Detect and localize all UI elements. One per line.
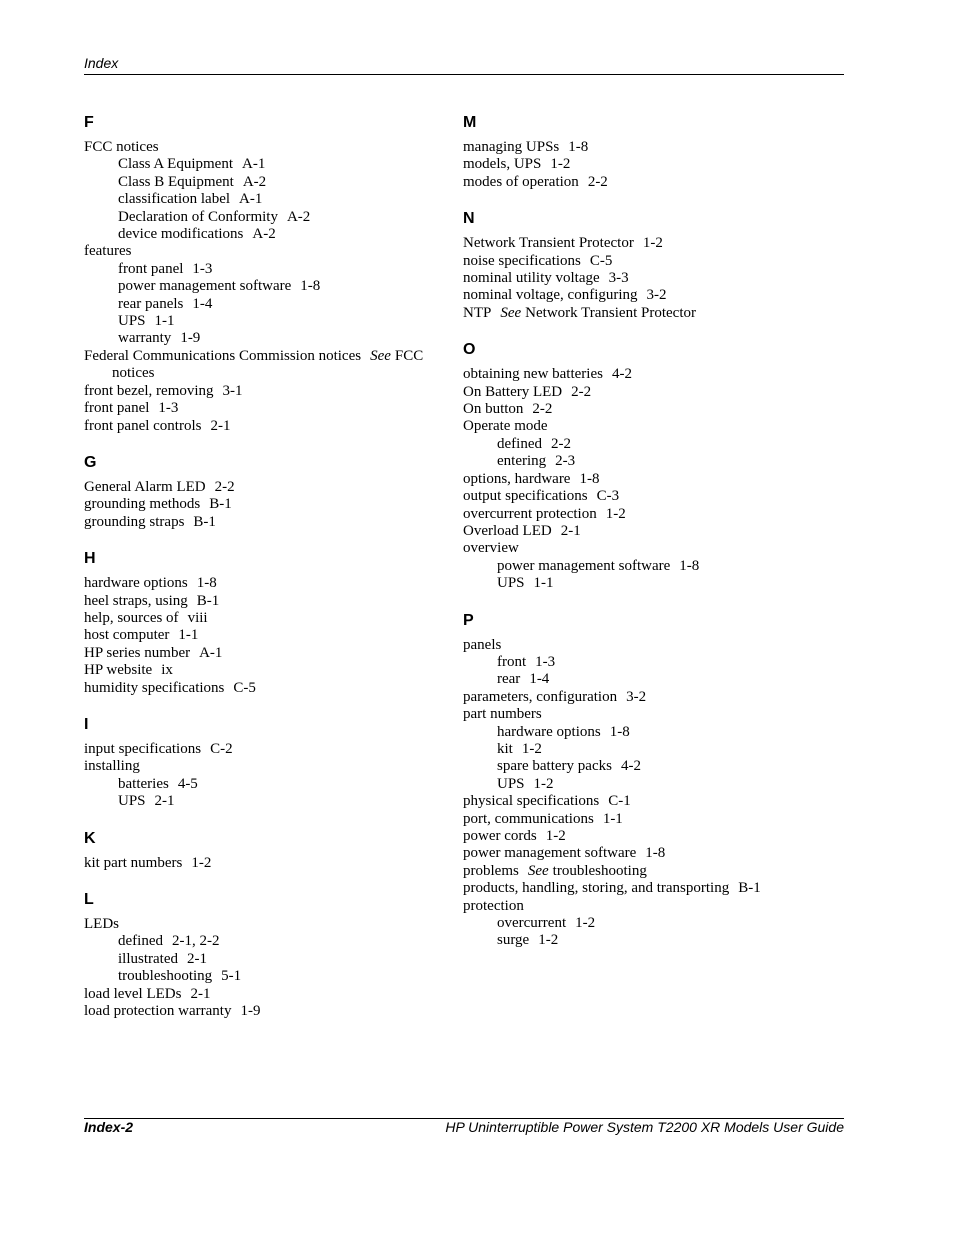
index-entry <box>463 637 843 654</box>
index-subentry <box>463 453 843 470</box>
entry-pages: 1-3 <box>158 400 179 417</box>
index-subentry <box>84 278 424 295</box>
index-entry <box>84 680 424 697</box>
entry-pages: viii <box>187 609 208 626</box>
entry-term: UPS <box>118 793 146 810</box>
index-subentry <box>84 261 424 278</box>
entry-term: part numbers <box>463 706 542 723</box>
entry-term: troubleshooting <box>118 968 213 985</box>
entry-term: HP website <box>84 662 153 679</box>
index-entry <box>84 916 424 933</box>
index-subentry <box>463 776 843 793</box>
entry-term: warranty <box>118 330 172 347</box>
index-subentry <box>84 951 424 968</box>
entry-pages: 1-1 <box>602 810 623 827</box>
index-subentry <box>84 209 424 226</box>
entry-pages: 2-2 <box>214 478 235 495</box>
entry-pages: 1-1 <box>533 575 554 592</box>
index-section-p <box>463 610 843 950</box>
entry-term: batteries <box>118 775 169 792</box>
index-entry <box>463 305 843 322</box>
entry-term: On Battery LED <box>463 383 563 400</box>
entry-term: NTP <box>463 304 492 321</box>
entry-pages: 5-1 <box>221 968 242 985</box>
index-subentry <box>463 671 843 688</box>
index-entry <box>463 689 843 706</box>
index-entry <box>84 418 424 435</box>
entry-term: load level LEDs <box>84 985 182 1002</box>
entry-pages: 2-1 <box>560 522 581 539</box>
entry-pages: A-2 <box>242 173 267 190</box>
entry-pages: 3-2 <box>646 287 667 304</box>
entry-pages: 1-2 <box>642 235 663 252</box>
entry-term: physical specifications <box>463 793 600 810</box>
entry-term: grounding methods <box>84 496 201 513</box>
entry-pages: A-1 <box>199 644 223 661</box>
entry-term: features <box>84 243 132 260</box>
index-subentry <box>84 191 424 208</box>
entry-pages: 1-2 <box>605 505 626 522</box>
index-subentry <box>84 296 424 313</box>
index-entry <box>463 706 843 723</box>
index-entry <box>84 758 424 775</box>
index-subentry <box>463 932 843 949</box>
index-entry <box>84 348 424 383</box>
entry-pages: 1-8 <box>579 470 600 487</box>
running-header: Index <box>84 55 119 71</box>
section-letter: I <box>84 715 89 733</box>
entry-term: Class B Equipment <box>118 173 234 190</box>
index-section-h <box>84 548 424 697</box>
entry-pages: B-1 <box>193 513 216 530</box>
entry-term: panels <box>463 636 502 653</box>
entry-term: illustrated <box>118 950 178 967</box>
entry-term: load protection warranty <box>84 1003 232 1020</box>
entry-pages: 2-2 <box>571 383 592 400</box>
index-entry <box>84 662 424 679</box>
index-entry <box>84 1003 424 1020</box>
index-entry <box>463 270 843 287</box>
entry-term: parameters, configuration <box>463 688 618 705</box>
index-entry <box>463 863 843 880</box>
index-entry <box>463 488 843 505</box>
entry-term: options, hardware <box>463 470 571 487</box>
entry-term: Network Transient Protector <box>463 235 634 252</box>
entry-pages: 3-1 <box>222 382 243 399</box>
section-letter: O <box>463 341 476 359</box>
index-entry <box>463 174 843 191</box>
index-entry <box>84 575 424 592</box>
index-entry <box>463 156 843 173</box>
entry-pages: A-1 <box>242 156 266 173</box>
index-section-f <box>84 112 424 435</box>
entry-pages: 1-4 <box>192 295 213 312</box>
index-section-o <box>463 339 843 592</box>
see-reference: troubleshooting <box>552 862 647 879</box>
entry-term: noise specifications <box>463 252 581 269</box>
entry-term: rear <box>497 671 521 688</box>
entry-term: overview <box>463 540 519 557</box>
index-subentry <box>463 558 843 575</box>
index-entry <box>463 506 843 523</box>
index-entry <box>84 855 424 872</box>
entry-pages: 3-2 <box>626 688 647 705</box>
entry-pages: A-1 <box>239 191 263 208</box>
entry-pages: B-1 <box>209 496 232 513</box>
index-subentry <box>463 575 843 592</box>
header-rule <box>84 74 844 75</box>
entry-pages: 1-2 <box>545 828 566 844</box>
index-subentry <box>463 436 843 453</box>
entry-pages: 2-2 <box>550 435 571 452</box>
index-entry <box>84 986 424 1003</box>
index-entry <box>84 645 424 662</box>
index-subentry <box>84 776 424 793</box>
entry-term: overcurrent <box>497 915 567 932</box>
entry-term: Class A Equipment <box>118 156 234 173</box>
entry-term: kit <box>497 740 513 757</box>
entry-term: Declaration of Conformity <box>118 208 278 225</box>
entry-pages: 2-2 <box>532 401 553 418</box>
entry-term: Operate mode <box>463 418 548 435</box>
index-section-l <box>84 889 424 1020</box>
entry-term: On button <box>463 401 524 418</box>
entry-pages: 4-5 <box>177 775 198 792</box>
index-section-m <box>463 112 843 191</box>
entry-pages: 1-8 <box>196 575 217 592</box>
index-entry <box>84 593 424 610</box>
entry-term: HP series number <box>84 644 191 661</box>
entry-term: classification label <box>118 191 231 208</box>
index-subentry <box>84 330 424 347</box>
entry-term: grounding straps <box>84 513 185 530</box>
index-entry <box>84 514 424 531</box>
entry-pages: 1-2 <box>575 915 596 932</box>
entry-pages: C-5 <box>589 252 613 269</box>
entry-pages: 1-2 <box>533 775 554 792</box>
entry-pages: 2-1 <box>190 985 211 1002</box>
entry-pages: 4-2 <box>620 758 641 775</box>
entry-term: heel straps, using <box>84 592 188 609</box>
entry-term: UPS <box>497 775 525 792</box>
index-subentry <box>84 933 424 950</box>
entry-term: UPS <box>497 575 525 592</box>
section-letter: H <box>84 550 96 568</box>
index-subentry <box>84 968 424 985</box>
index-subentry <box>463 915 843 932</box>
index-entry <box>463 828 843 845</box>
index-entry <box>463 898 843 915</box>
entry-term: power management software <box>118 278 292 295</box>
entry-pages: 1-2 <box>538 932 559 949</box>
entry-term: front bezel, removing <box>84 382 214 399</box>
entry-term: front panel controls <box>84 417 202 434</box>
index-entry <box>463 880 843 897</box>
index-subentry <box>84 226 424 243</box>
entry-pages: 1-8 <box>609 723 630 740</box>
entry-term: humidity specifications <box>84 679 225 696</box>
index-column-left <box>84 112 424 1037</box>
entry-pages: 1-8 <box>300 278 321 295</box>
entry-term: nominal voltage, configuring <box>463 287 638 304</box>
entry-pages: 1-1 <box>178 627 199 644</box>
entry-term: power management software <box>463 845 637 862</box>
entry-term: products, handling, storing, and transporting <box>463 880 730 897</box>
index-entry <box>84 627 424 644</box>
index-subentry <box>463 654 843 671</box>
entry-pages: 1-2 <box>550 156 571 173</box>
index-entry <box>463 811 843 828</box>
index-entry <box>463 471 843 488</box>
section-letter: G <box>84 453 97 471</box>
index-subentry <box>84 156 424 173</box>
entry-term: models, UPS <box>463 156 542 173</box>
index-subentry <box>84 174 424 191</box>
entry-term: spare battery packs <box>497 758 612 775</box>
index-entry <box>463 845 843 862</box>
entry-term: entering <box>497 453 547 470</box>
entry-term: General Alarm LED <box>84 478 206 495</box>
index-entry <box>84 610 424 627</box>
entry-term: front panel <box>84 400 150 417</box>
index-entry <box>463 793 843 810</box>
entry-term: defined <box>118 933 163 950</box>
index-entry <box>84 383 424 400</box>
entry-term: obtaining new batteries <box>463 366 603 383</box>
entry-pages: 2-1, 2-2 <box>171 933 220 950</box>
entry-term: rear panels <box>118 295 184 312</box>
section-letter: N <box>463 210 475 228</box>
entry-pages: 1-9 <box>240 1003 261 1020</box>
entry-pages: 2-1 <box>154 793 175 810</box>
entry-term: host computer <box>84 627 170 644</box>
see-label: See <box>370 347 391 364</box>
entry-pages: 2-1 <box>187 950 207 967</box>
index-subentry <box>463 724 843 741</box>
entry-term: output specifications <box>463 488 588 505</box>
index-section-k <box>84 828 424 872</box>
entry-pages: 1-3 <box>192 260 213 277</box>
index-entry <box>463 235 843 252</box>
entry-pages: 1-4 <box>529 671 550 688</box>
see-reference: Network Transient Protector <box>525 304 696 321</box>
index-column-right <box>463 112 843 967</box>
entry-term: help, sources of <box>84 609 179 626</box>
entry-pages: B-1 <box>196 592 220 609</box>
index-entry <box>463 366 843 383</box>
entry-pages: 2-2 <box>587 173 608 190</box>
index-section-n <box>463 208 843 322</box>
page-number: Index-2 <box>84 1119 134 1135</box>
entry-term: overcurrent protection <box>463 505 597 522</box>
index-entry <box>463 523 843 540</box>
entry-term: kit part numbers <box>84 854 183 871</box>
entry-term: front panel <box>118 260 184 277</box>
entry-term: Federal Communications Commission notices <box>84 347 362 364</box>
entry-pages: 3-3 <box>608 270 629 287</box>
entry-pages: B-1 <box>738 880 761 897</box>
entry-pages: C-5 <box>233 679 256 696</box>
entry-pages: C-1 <box>608 793 631 810</box>
index-subentry <box>84 793 424 810</box>
entry-term: input specifications <box>84 740 202 757</box>
entry-term: hardware options <box>497 723 601 740</box>
entry-term: UPS <box>118 313 146 330</box>
entry-pages: A-2 <box>252 226 276 243</box>
entry-term: device modifications <box>118 226 244 243</box>
entry-term: FCC notices <box>84 139 159 155</box>
index-entry <box>84 496 424 513</box>
index-subentry <box>463 758 843 775</box>
entry-term: installing <box>84 758 140 775</box>
entry-pages: 4-2 <box>611 366 632 383</box>
entry-term: power management software <box>497 557 671 574</box>
entry-term: nominal utility voltage <box>463 270 600 287</box>
see-label: See <box>500 304 522 321</box>
entry-pages: 1-8 <box>568 139 589 155</box>
section-letter: L <box>84 891 94 908</box>
index-subentry <box>84 313 424 330</box>
index-entry <box>463 287 843 304</box>
index-entry <box>84 139 424 156</box>
entry-pages: C-2 <box>210 740 233 757</box>
entry-term: hardware options <box>84 575 188 592</box>
index-subentry <box>463 741 843 758</box>
entry-term: power cords <box>463 828 537 844</box>
entry-pages: 1-3 <box>535 653 556 670</box>
index-entry <box>84 243 424 260</box>
entry-term: defined <box>497 435 542 452</box>
section-letter: M <box>463 114 477 131</box>
index-section-i <box>84 714 424 811</box>
index-section-g <box>84 452 424 531</box>
section-letter: F <box>84 114 94 131</box>
index-entry <box>463 401 843 418</box>
entry-term: front <box>497 653 527 670</box>
entry-pages: 2-1 <box>210 417 231 434</box>
entry-pages: 1-9 <box>180 330 201 347</box>
entry-pages: 1-1 <box>154 313 175 330</box>
entry-term: managing UPSs <box>463 139 560 155</box>
entry-pages: 1-8 <box>645 845 666 862</box>
section-letter: P <box>463 611 474 629</box>
entry-pages: C-3 <box>596 488 620 505</box>
entry-pages: 1-8 <box>679 557 700 574</box>
entry-term: LEDs <box>84 916 119 932</box>
entry-term: Overload LED <box>463 522 552 539</box>
entry-term: protection <box>463 897 524 914</box>
see-label: See <box>527 862 549 879</box>
entry-term: port, communications <box>463 810 594 827</box>
entry-pages: A-2 <box>286 208 311 225</box>
index-entry <box>84 741 424 758</box>
book-title: HP Uninterruptible Power System T2200 XR Models User Guide <box>445 1119 844 1135</box>
index-entry <box>463 418 843 435</box>
entry-pages: 2-3 <box>555 453 576 470</box>
index-entry <box>463 139 843 156</box>
index-entry <box>463 540 843 557</box>
see-reference: FCC notices <box>112 347 424 382</box>
index-entry <box>84 400 424 417</box>
index-entry <box>84 479 424 496</box>
entry-pages: ix <box>161 662 173 679</box>
entry-pages: 1-2 <box>191 854 212 871</box>
entry-pages: 1-2 <box>521 740 542 757</box>
entry-term: surge <box>497 932 530 949</box>
section-letter: K <box>84 829 96 847</box>
entry-term: modes of operation <box>463 173 579 190</box>
index-entry <box>463 253 843 270</box>
entry-term: problems <box>463 862 519 879</box>
index-entry <box>463 384 843 401</box>
